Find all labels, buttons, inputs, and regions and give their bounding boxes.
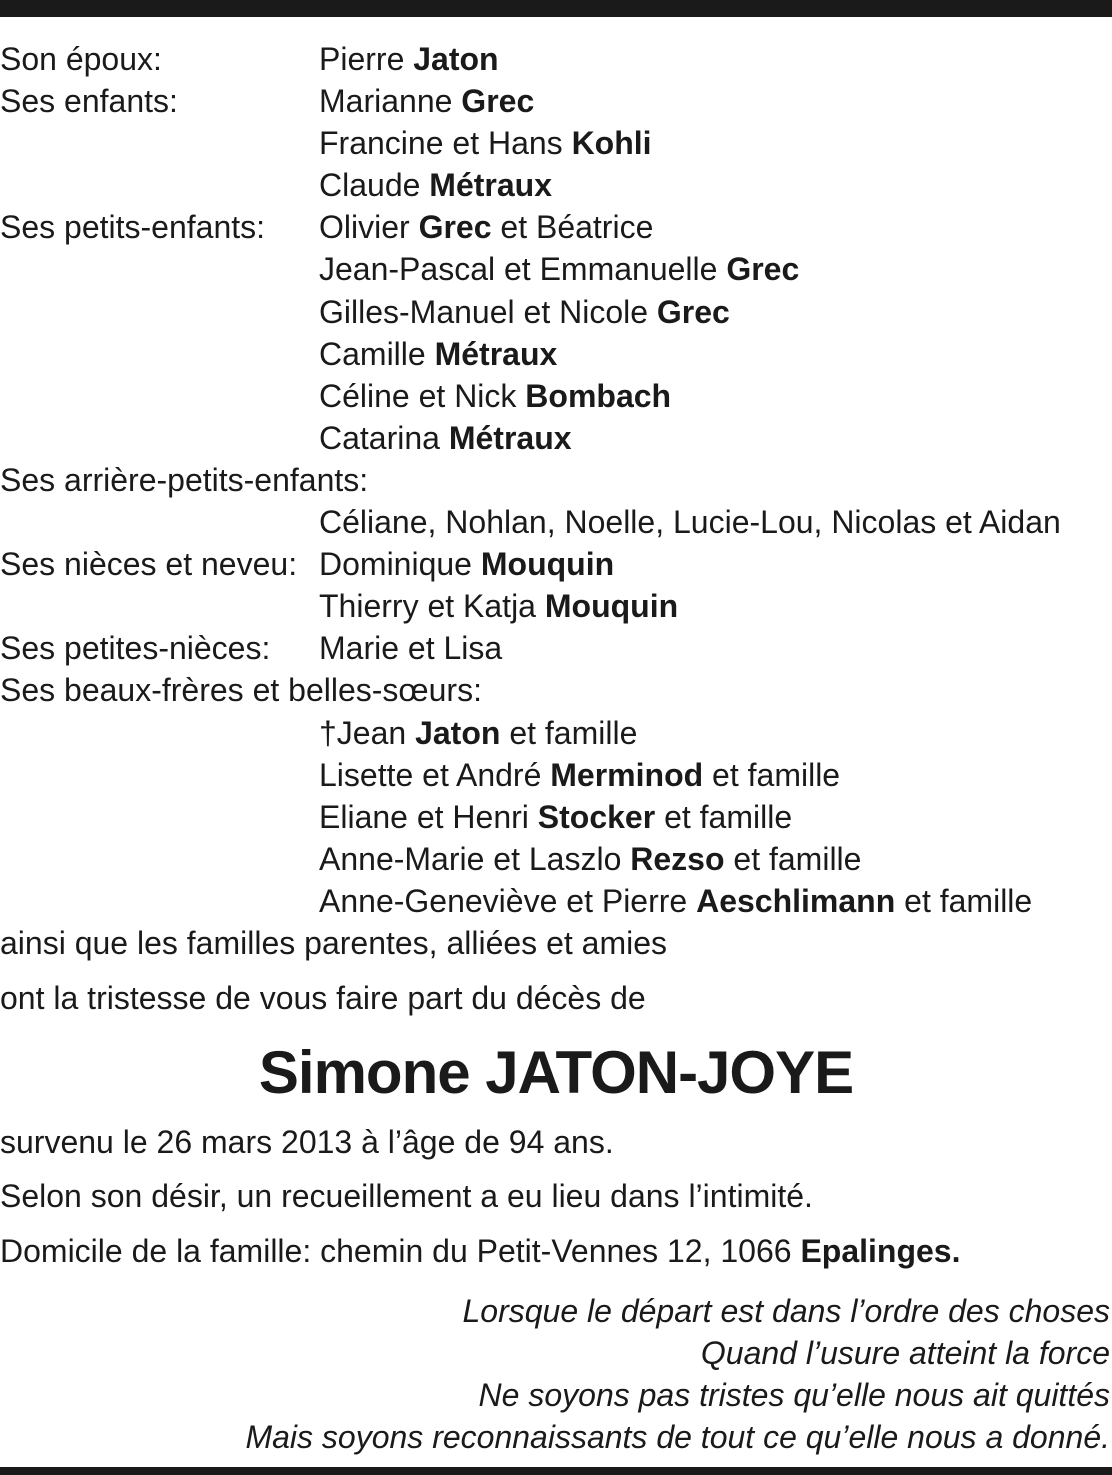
- in-law-name: Anne-Geneviève et Pierre Aeschlimann et famille: [319, 882, 1033, 919]
- grandchild-name: Céline et Nick Bombach: [319, 377, 672, 414]
- announcement-text: ont la tristesse de vous faire part du décès de: [0, 980, 646, 1016]
- children-label: Ses enfants:: [0, 83, 178, 120]
- poem-line: Quand l’usure atteint la force: [700, 1335, 1110, 1371]
- family-address: Domicile de la famille: chemin du Petit-Vennes 12, 1066 Epalinges.: [0, 1233, 961, 1269]
- grandchild-name: Gilles-Manuel et Nicole Grec: [319, 293, 730, 330]
- in-laws-label: Ses beaux-frères et belles-sœurs:: [0, 672, 482, 709]
- extended-family-row: [0, 922, 1112, 964]
- child-name: Francine et Hans Kohli: [319, 125, 652, 162]
- ceremony-text: Selon son désir, un recueillement a eu lieu dans l’intimité.: [0, 1178, 813, 1214]
- top-border-rule: [0, 0, 1112, 17]
- grandchildren-row: [0, 206, 1112, 248]
- in-laws-row: [0, 838, 1112, 880]
- in-law-name: †Jean Jaton et famille: [319, 714, 638, 751]
- great-grandchildren-row: [0, 501, 1112, 543]
- child-name: Marianne Grec: [319, 83, 535, 120]
- poem: [245, 1290, 1110, 1458]
- nieces-nephew-label: Ses nièces et neveu:: [0, 546, 298, 583]
- poem-line: Ne soyons pas tristes qu’elle nous ait quittés: [478, 1377, 1110, 1413]
- in-law-name: Lisette et André Merminod et famille: [319, 756, 841, 793]
- grandchildren-row: [0, 333, 1112, 375]
- spouse-label: Son époux:: [0, 41, 162, 77]
- poem-line: Lorsque le départ est dans l’ordre des choses: [462, 1293, 1110, 1329]
- grandchild-name: Olivier Grec et Béatrice: [319, 209, 654, 246]
- niece-nephew-name: Dominique Mouquin: [319, 546, 615, 583]
- grandchildren-row: [0, 291, 1112, 333]
- poem-line: Mais soyons reconnaissants de tout ce qu’elle nous a donné.: [245, 1419, 1110, 1455]
- children-row: [0, 122, 1112, 164]
- grandchildren-label: Ses petits-enfants:: [0, 209, 266, 246]
- niece-nephew-name: Thierry et Katja Mouquin: [319, 588, 679, 625]
- grandchild-name: Camille Métraux: [319, 335, 558, 372]
- in-law-name: Anne-Marie et Laszlo Rezso et famille: [319, 840, 862, 877]
- grandnieces-names: Marie et Lisa: [319, 630, 503, 667]
- great-grandchildren-names: Céliane, Nohlan, Noelle, Lucie-Lou, Nicolas et Aidan: [319, 504, 1061, 541]
- death-date-text: survenu le 26 mars 2013 à l’âge de 94 ans.: [0, 1124, 614, 1160]
- grandchildren-row: [0, 417, 1112, 459]
- child-name: Claude Métraux: [319, 167, 552, 204]
- deceased-cross-icon: †: [319, 714, 337, 751]
- great-grandchildren-label: Ses arrière-petits-enfants:: [0, 461, 369, 498]
- in-laws-row: [0, 712, 1112, 754]
- children-row: [0, 80, 1112, 122]
- spouse-name: Pierre Jaton: [319, 41, 499, 77]
- children-row: [0, 164, 1112, 206]
- in-laws-row: [0, 669, 1112, 711]
- grandchild-name: Catarina Métraux: [319, 419, 572, 456]
- in-laws-row: [0, 880, 1112, 922]
- extended-family-text: ainsi que les familles parentes, alliées et amies: [0, 924, 667, 961]
- address-town: Epalinges.: [800, 1233, 961, 1269]
- nieces-nephew-row: [0, 543, 1112, 585]
- grandnieces-row: [0, 627, 1112, 669]
- bottom-border-rule: [0, 1467, 1112, 1475]
- family-list: [0, 38, 1112, 964]
- in-laws-row: [0, 796, 1112, 838]
- in-laws-row: [0, 754, 1112, 796]
- spouse-row: [0, 38, 1112, 80]
- in-law-name: Eliane et Henri Stocker et famille: [319, 798, 793, 835]
- grandchildren-row: [0, 248, 1112, 290]
- nieces-nephew-row: [0, 585, 1112, 627]
- deceased-name: Simone JATON-JOYE: [258, 1039, 854, 1106]
- great-grandchildren-row: [0, 459, 1112, 501]
- grandnieces-label: Ses petites-nièces:: [0, 630, 271, 667]
- grandchildren-row: [0, 375, 1112, 417]
- grandchild-name: Jean-Pascal et Emmanuelle Grec: [319, 251, 800, 288]
